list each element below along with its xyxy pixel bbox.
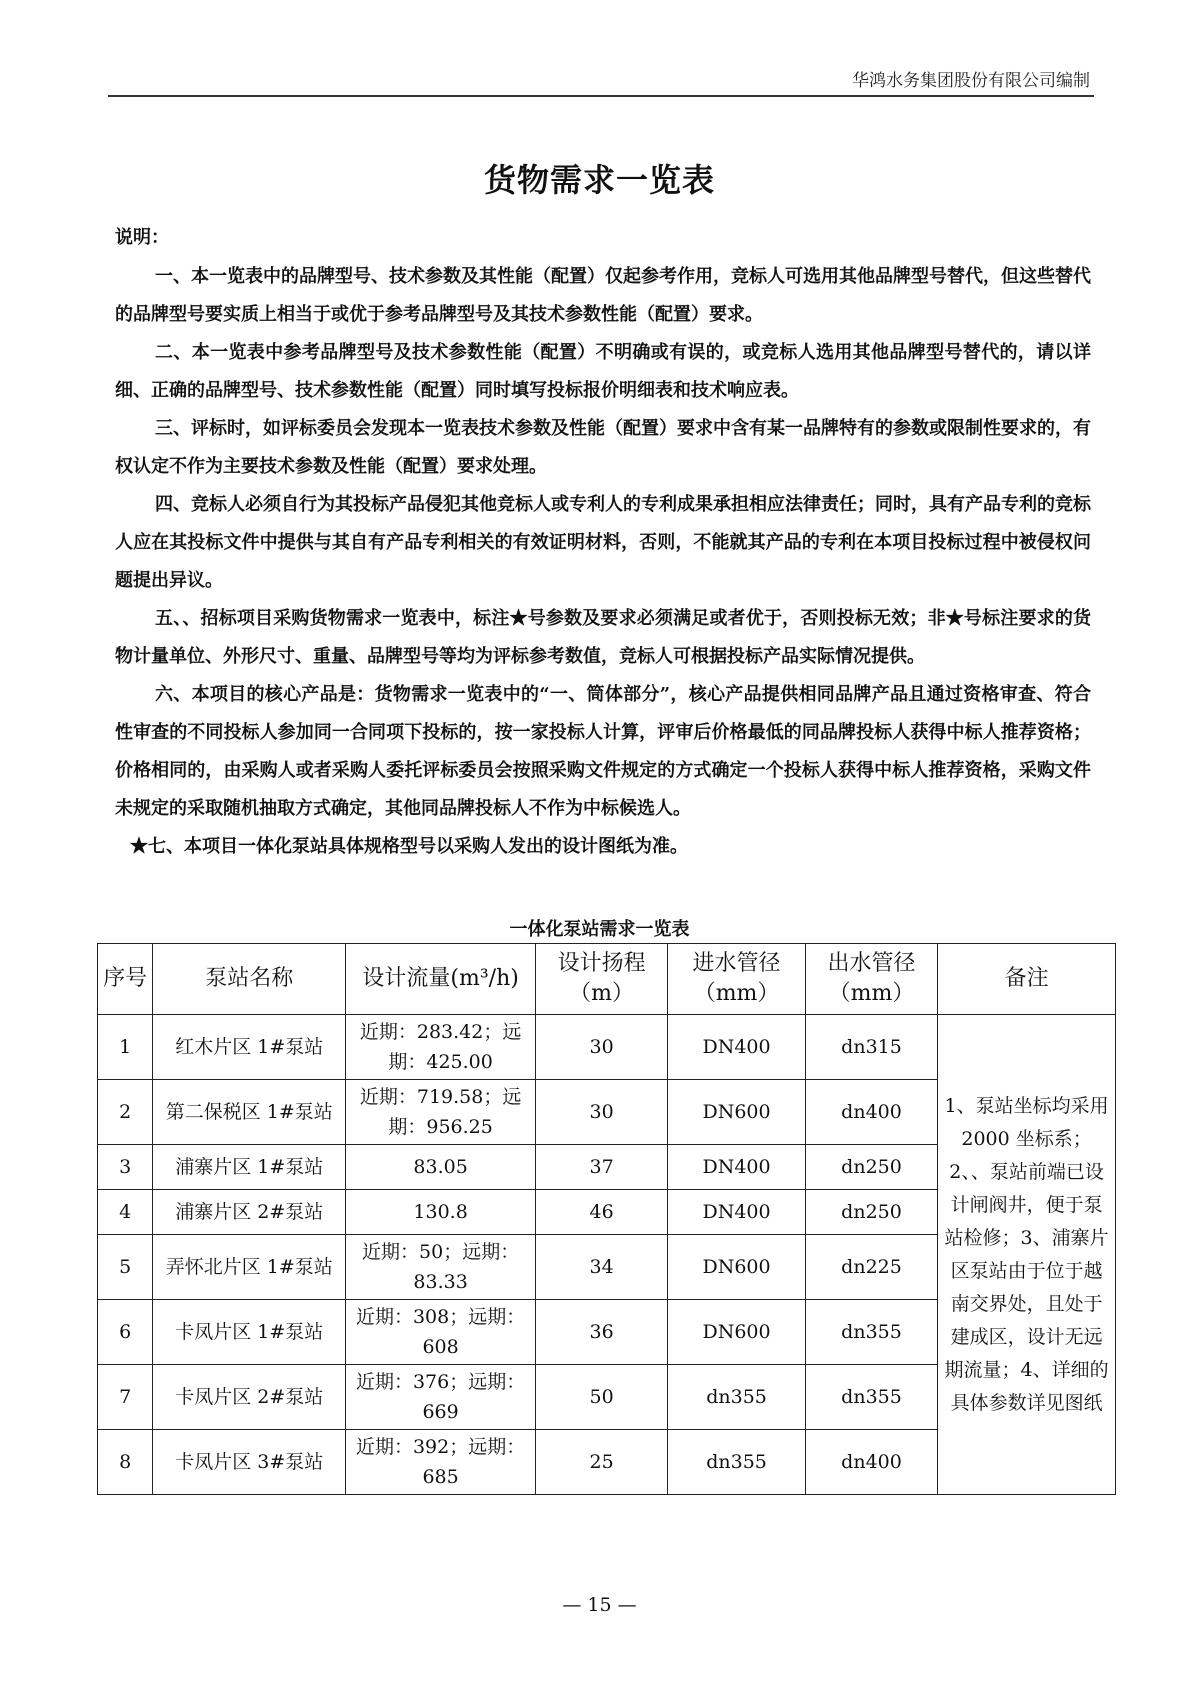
cell-inlet: dn355 — [668, 1365, 806, 1430]
cell-no: 8 — [98, 1430, 153, 1495]
cell-head: 46 — [535, 1190, 667, 1235]
cell-inlet: DN600 — [668, 1080, 806, 1145]
cell-name: 卡凤片区 1#泵站 — [153, 1300, 346, 1365]
cell-head: 37 — [535, 1145, 667, 1190]
note-paragraph: 一、本一览表中的品牌型号、技术参数及其性能（配置）仅起参考作用，竞标人可选用其他品牌型号替代，但这些替代的品牌型号要实质上相当于或优于参考品牌型号及其技术参数性能（配置）要求。 — [115, 266, 1091, 325]
cell-inlet: DN400 — [668, 1190, 806, 1235]
cell-head: 36 — [535, 1300, 667, 1365]
cell-no: 3 — [98, 1145, 153, 1190]
cell-outlet: dn315 — [805, 1015, 937, 1080]
page-number: — 15 — — [562, 1594, 637, 1616]
cell-no: 7 — [98, 1365, 153, 1430]
cell-flow: 近期：376；远期：669 — [346, 1365, 536, 1430]
cell-no: 6 — [98, 1300, 153, 1365]
notes-heading: 说明： — [115, 227, 169, 248]
note-paragraph: 六、本项目的核心产品是：货物需求一览表中的“一、筒体部分”，核心产品提供相同品牌产品且通过资格审查、符合性审查的不同投标人参加同一合同项下投标的，按一家投标人计算，评审后价格最低的同品牌投标人获得中标人推荐资格；价格相同的，由采购人或者采购人委托评标委员会按照采购文件规定的方式确定一个投标人获得中标人推荐资格，采购文件未规定的采取随机抽取方式确定，其他同品牌投标人不作为中标候选人。 — [115, 684, 1091, 819]
cell-name: 弄怀北片区 1#泵站 — [153, 1235, 346, 1300]
cell-name: 红木片区 1#泵站 — [153, 1015, 346, 1080]
note-paragraph: 三、评标时，如评标委员会发现本一览表技术参数及性能（配置）要求中含有某一品牌特有的参数或限制性要求的，有权认定不作为主要技术参数及性能（配置）要求处理。 — [115, 418, 1091, 477]
cell-flow: 130.8 — [346, 1190, 536, 1235]
cell-outlet: dn355 — [805, 1300, 937, 1365]
cell-flow: 近期：392；远期：685 — [346, 1430, 536, 1495]
cell-head: 34 — [535, 1235, 667, 1300]
header-remark: 备注 — [938, 944, 1116, 1015]
cell-inlet: DN600 — [668, 1300, 806, 1365]
cell-head: 30 — [535, 1015, 667, 1080]
cell-name: 浦寨片区 1#泵站 — [153, 1145, 346, 1190]
cell-head: 25 — [535, 1430, 667, 1495]
cell-flow: 近期：50；远期：83.33 — [346, 1235, 536, 1300]
cell-head: 50 — [535, 1365, 667, 1430]
header-outlet: 出水管径（mm） — [805, 944, 937, 1015]
cell-flow: 83.05 — [346, 1145, 536, 1190]
note-paragraph: 五、、招标项目采购货物需求一览表中，标注★号参数及要求必须满足或者优于，否则投标无效；非★号标注要求的货物计量单位、外形尺寸、重量、品牌型号等均为评标参考数值，竞标人可根据投标产品实际情况提供。 — [115, 608, 1091, 667]
cell-inlet: dn355 — [668, 1430, 806, 1495]
cell-no: 5 — [98, 1235, 153, 1300]
cell-flow: 近期：719.58；远期：956.25 — [346, 1080, 536, 1145]
cell-outlet: dn400 — [805, 1430, 937, 1495]
cell-head: 30 — [535, 1080, 667, 1145]
cell-outlet: dn225 — [805, 1235, 937, 1300]
header-flow: 设计流量(m³/h) — [346, 944, 536, 1015]
header-head: 设计扬程（m） — [535, 944, 667, 1015]
cell-outlet: dn400 — [805, 1080, 937, 1145]
cell-inlet: DN400 — [668, 1015, 806, 1080]
header-no: 序号 — [98, 944, 153, 1015]
star-note: ★七、本项目一体化泵站具体规格型号以采购人发出的设计图纸为准。 — [130, 836, 688, 857]
table-header-row — [98, 944, 1116, 1015]
cell-name: 第二保税区 1#泵站 — [153, 1080, 346, 1145]
cell-inlet: DN400 — [668, 1145, 806, 1190]
cell-flow: 近期：308；远期：608 — [346, 1300, 536, 1365]
cell-no: 2 — [98, 1080, 153, 1145]
cell-outlet: dn250 — [805, 1190, 937, 1235]
header-name: 泵站名称 — [153, 944, 346, 1015]
notes-section — [115, 258, 1091, 866]
note-paragraph: 二、本一览表中参考品牌型号及技术参数性能（配置）不明确或有误的，或竞标人选用其他品牌型号替代的，请以详细、正确的品牌型号、技术参数性能（配置）同时填写投标报价明细表和技术响应表。 — [115, 342, 1091, 401]
cell-inlet: DN600 — [668, 1235, 806, 1300]
note-paragraph: 四、竞标人必须自行为其投标产品侵犯其他竞标人或专利人的专利成果承担相应法律责任；同时，具有产品专利的竞标人应在其投标文件中提供与其自有产品专利相关的有效证明材料，否则，不能就其产品的专利在本项目投标过程中被侵权问题提出异议。 — [115, 494, 1091, 591]
page-title: 货物需求一览表 — [483, 161, 715, 199]
cell-name: 浦寨片区 2#泵站 — [153, 1190, 346, 1235]
cell-remark: 1、泵站坐标均采用 2000 坐标系；2、、泵站前端已设计闸阀井，便于泵站检修；3、浦寨片区泵站由于位于越南交界处，且处于建成区，设计无远期流量；4、详细的具体参数详见图纸 — [938, 1015, 1116, 1495]
header-organization: 华鸿水务集团股份有限公司编制 — [852, 71, 1090, 91]
cell-name: 卡凤片区 2#泵站 — [153, 1365, 346, 1430]
cell-flow: 近期：283.42；远期：425.00 — [346, 1015, 536, 1080]
cell-outlet: dn355 — [805, 1365, 937, 1430]
cell-outlet: dn250 — [805, 1145, 937, 1190]
pump-station-table — [97, 943, 1116, 1495]
cell-no: 4 — [98, 1190, 153, 1235]
table-row — [98, 1015, 1116, 1080]
table-caption: 一体化泵站需求一览表 — [509, 919, 690, 940]
cell-no: 1 — [98, 1015, 153, 1080]
header-divider — [108, 95, 1094, 97]
cell-name: 卡凤片区 3#泵站 — [153, 1430, 346, 1495]
header-inlet: 进水管径（mm） — [668, 944, 806, 1015]
